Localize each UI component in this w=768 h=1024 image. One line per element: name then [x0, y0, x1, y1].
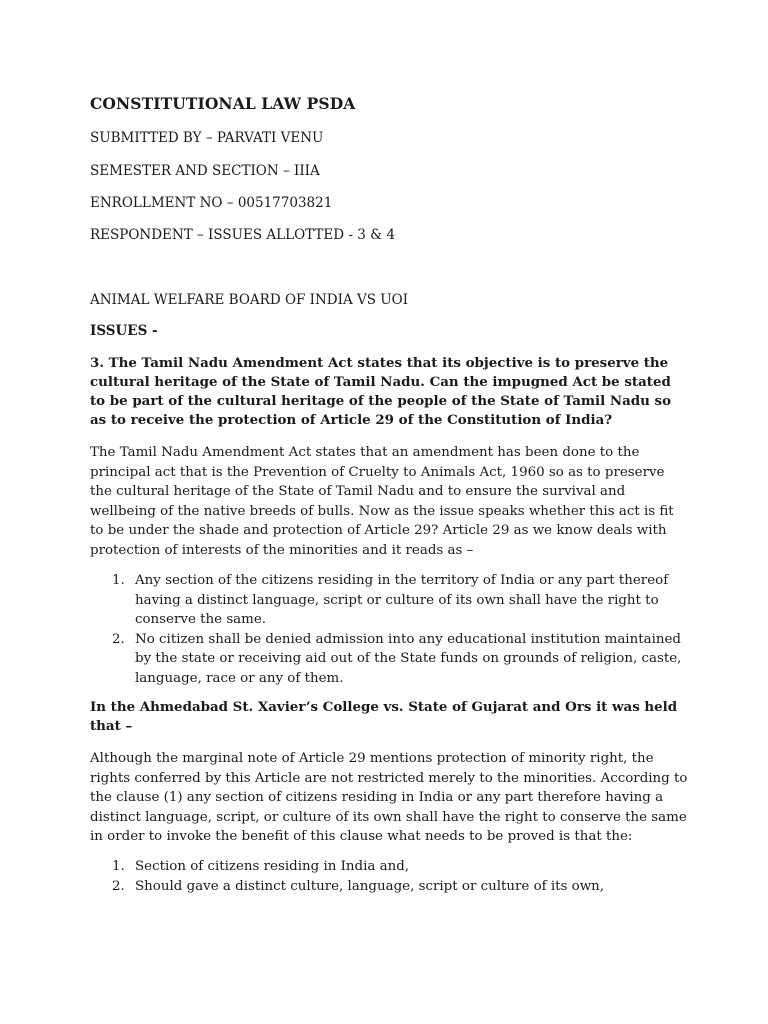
case-title: ANIMAL WELFARE BOARD OF INDIA VS UOI [90, 292, 409, 308]
list-number: 1. [112, 859, 125, 874]
list-item [90, 571, 690, 630]
document-title: CONSTITUTIONAL LAW PSDA [90, 94, 356, 113]
list-number: 2. [112, 878, 125, 894]
issues-heading: ISSUES - [90, 323, 158, 339]
list-item [90, 857, 690, 877]
list-text: No citizen shall be denied admission into any educational institution maintained by the state or receiving aid out of the State funds on grounds of religion, caste, language, race or any of them. [135, 631, 682, 686]
list-text: Section of citizens residing in India and, [135, 859, 410, 874]
enrollment-line: ENROLLMENT NO – 00517703821 [90, 195, 333, 211]
respondent-line: RESPONDENT – ISSUES ALLOTTED - 3 & 4 [90, 227, 396, 243]
held-heading: In the Ahmedabad St. Xavier’s College vs. State of Gujarat and Ors it was held that – [90, 699, 678, 734]
semester-line: SEMESTER AND SECTION – IIIA [90, 163, 320, 179]
submitted-by-line: SUBMITTED BY – PARVATI VENU [90, 130, 324, 146]
list-text: Should gave a distinct culture, language, script or culture of its own, [135, 878, 605, 894]
paragraph-marginal-note: Although the marginal note of Article 29 mentions protection of minority right, the rights conferred by this Article are not restricted merely to the minorities. According to the clause (1) any section of citizens residing in India or any part therefore having a distinct language, script, or culture of its own shall have the right to conserve the same in order to invoke the benefit of this clause what needs to be proved is that the: [90, 751, 688, 844]
list-number: 1. [112, 573, 125, 588]
list-number: 2. [112, 631, 125, 647]
list-text: Any section of the citizens residing in the territory of India or any part thereof having a distinct language, script or culture of its own shall have the right to conserve the same. [135, 573, 669, 627]
list-item [90, 877, 690, 897]
list-item [90, 630, 690, 689]
proof-list [90, 857, 690, 896]
article-29-list [90, 571, 690, 688]
paragraph-amendment-act: The Tamil Nadu Amendment Act states that an amendment has been done to the principal act that is the Prevention of Cruelty to Animals Act, 1960 so as to preserve the cultural heritage of the State of Tamil Nadu and to ensure the survival and wellbeing of the native breeds of bulls. Now as the issue speaks whether this act is fit to be under the shade and protection of Article 29? Article 29 as we know deals with protection of interests of the minorities and it reads as – [90, 445, 674, 558]
issue-3-question: 3. The Tamil Nadu Amendment Act states that its objective is to preserve the cultural heritage of the State of Tamil Nadu. Can the impugned Act be stated to be part of the cultural heritage of the people of the State of Tamil Nadu so as to receive the protection of Article 29 of the Constitution of India? [90, 355, 672, 428]
